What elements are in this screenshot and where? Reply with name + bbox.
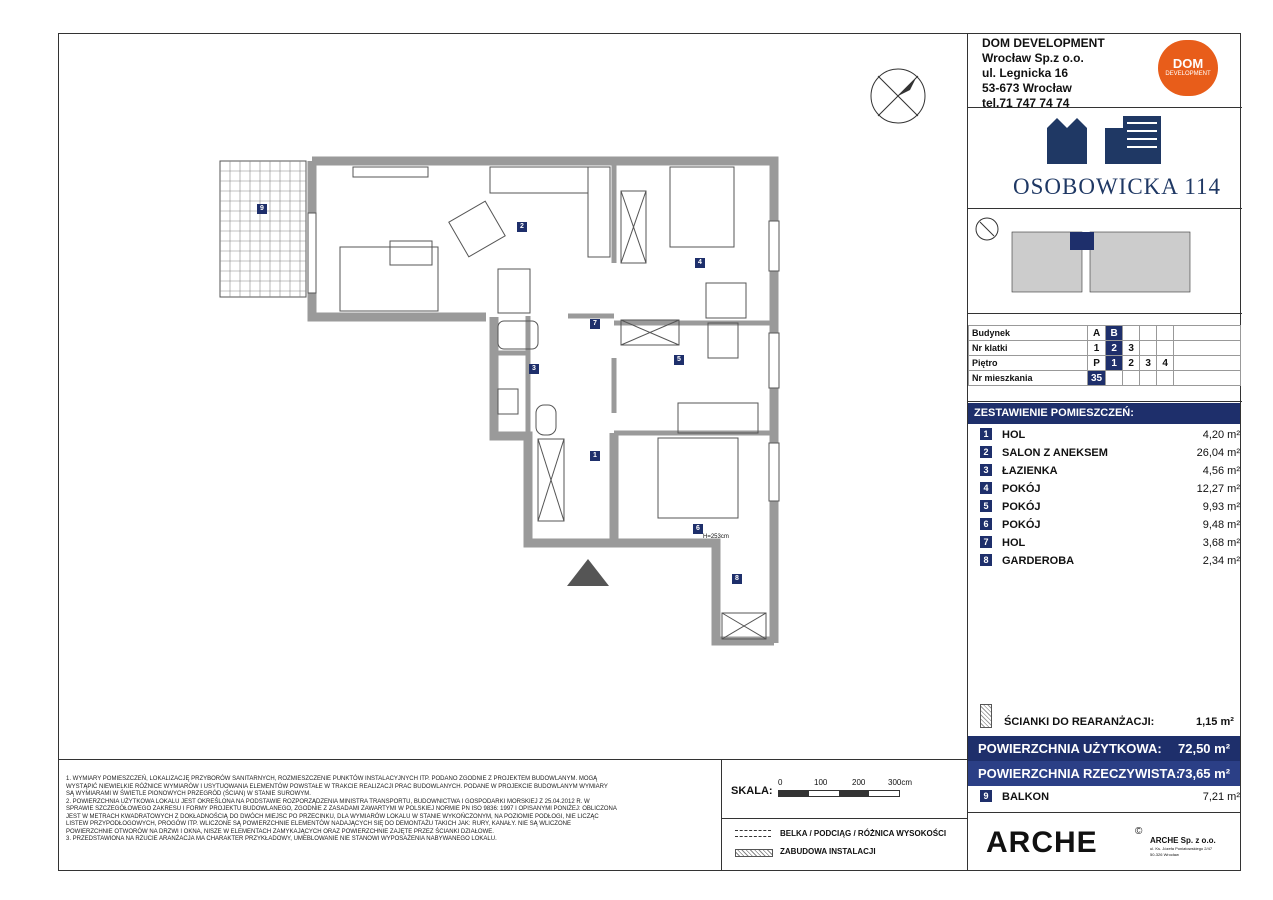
architect-address2: 50-326 Wrocław — [1150, 852, 1179, 857]
installation-legend-icon — [735, 849, 773, 857]
company-street: ul. Legnicka 16 — [982, 66, 1069, 80]
room-row: 6 POKÓJ 9,48 m² — [980, 516, 1240, 534]
notes: 1. WYMIARY POMIESZCZEŃ, LOKALIZACJĘ PRZYBORÓW SANITARNYCH, ROZMIESZCZENIE PUNKTÓW INSTALACYJNYCH ITP. PODANO ZGODNIE Z PROJEKTEM BUDOWLANYM. MOGĄ WYSTĄPIĆ NIEWIELKIE RÓŻNICE WYMIARÓW I USYTUOWANIA ELEMENTÓW POWSTAŁE W TRAKCIE REALIZACJI PRAC BUDOWLANYCH. PODANE W PROJEKCIE BUDOWLANYM WYMIARY SĄ WYMIARAMI W ŚWIETLE PIONOWYCH PRZEGRÓD (ŚCIAN) W STANIE SUROWYM. 2. POWIERZCHNIA UŻYTKOWA LOKALU JEST OKREŚLONA NA PODSTAWIE ROZPORZĄDZENIA MINISTRA TRANSPORTU, BUDOWNICTWA I GOSPODARKI MORSKIEJ Z 25.04.2012 R. W SPRAWIE SZCZEGÓŁOWEGO ZAKRESU I FORMY PROJEKTU BUDOWLANEGO, ZGODNIE Z ZASADAMI ZAWARTYMI W POLSKIEJ NORMIE PN ISO 9836: 1997 I OPISANYMI PONIŻEJ: OBLICZONA JEST W METRACH KWADRATOWYCH Z DOKŁADNOŚCIĄ DO DWÓCH MIEJSC PO PRZECINKU, DLA WYMIARÓW LOKALU W STANIE WYKOŃCZONYM, NA POZIOMIE PODŁOGI, NIE LICZĄC LISTEW PRZYPODŁOGOWYCH, PROGÓW ITP. WLICZONE SĄ POWIERZCHNIE ELEMENTÓW NADAJĄCYCH SIĘ DO DEMONTAŻU TAKICH JAK: RURY, KANAŁY. NIE SĄ WLICZONE POWIERZCHNIE OTWORÓW NA DRZWI I OKNA, NISZE W ELEMENTACH ZAMYKAJĄCYCH ORAZ POWIERZCHNIE ZAJĘTE PRZEZ ŚCIANKI DZIAŁOWE. 3. PRZEDSTAWIONA NA RZUCIE ARANŻACJA MA CHARAKTER PRZYKŁADOWY, UMEBLOWANIE NIE STANOWI WYPOSAŻENIA NABYWANEGO LOKALU. — [66, 776, 617, 842]
rooms-list — [968, 426, 1240, 576]
dom-logo: DOM DEVELOPMENT — [1158, 40, 1218, 96]
rooms-header: ZESTAWIENIE POMIESZCZEŃ: — [968, 403, 1240, 424]
building-title: OSOBOWICKA 114 — [1013, 174, 1222, 199]
plan-label-7: 7 — [590, 319, 600, 329]
plan-label-5: 5 — [674, 355, 684, 365]
apartment-info-table: Budynek A B Nr klatki 1 2 3 Piętro P 1 2 3 4 Nr mieszkania 35 — [968, 325, 1241, 386]
room-row: 5 POKÓJ 9,93 m² — [980, 498, 1240, 516]
architect-address1: ul. Ks. Józefa Poniatowskiego 2/47 — [1150, 846, 1213, 851]
building-logo-icon — [1045, 114, 1165, 166]
north-arrow-icon — [871, 69, 925, 123]
plan-label-8: 8 — [732, 574, 742, 584]
walls — [312, 161, 774, 643]
entrance-icon — [567, 559, 609, 586]
height-note: H=253cm — [703, 534, 729, 540]
plan-label-1: 1 — [590, 451, 600, 461]
partitions-area: 1,15 m² — [1196, 716, 1234, 728]
room-row: 1 HOL 4,20 m² — [980, 426, 1240, 444]
architect-logo: ARCHE — [986, 826, 1098, 859]
plan-label-9: 9 — [257, 204, 267, 214]
partition-hatch-icon — [980, 704, 992, 728]
room-row: 4 POKÓJ 12,27 m² — [980, 480, 1240, 498]
plan-label-2: 2 — [517, 222, 527, 232]
architect-company: ARCHE Sp. z o.o. — [1150, 836, 1216, 845]
scale-label: SKALA: — [731, 785, 773, 797]
usable-area-bar: POWIERZCHNIA UŻYTKOWA: 72,50 m² — [968, 736, 1240, 761]
room-row: 7 HOL 3,68 m² — [980, 534, 1240, 552]
company-info — [982, 36, 1105, 111]
floor-plan — [58, 33, 966, 758]
balcony-area — [220, 161, 306, 297]
company-phone: tel.71 747 74 74 — [982, 96, 1070, 110]
room-row: 2 SALON Z ANEKSEM 26,04 m² — [980, 444, 1240, 462]
copyright-mark: © — [1135, 826, 1143, 837]
room-row: 8 GARDEROBA 2,34 m² — [980, 552, 1240, 570]
plan-label-6: 6 — [693, 524, 703, 534]
actual-area-bar: POWIERZCHNIA RZECZYWISTA: 73,65 m² — [968, 761, 1240, 786]
beam-legend-label: BELKA / PODCIĄG / RÓŻNICA WYSOKOŚCI — [780, 829, 947, 838]
balcony-row: 9 BALKON 7,21 m² — [980, 788, 1240, 806]
room-row: 3 ŁAZIENKA 4,56 m² — [980, 462, 1240, 480]
scale-bar: 0 100 200 300cm — [778, 778, 913, 808]
company-city: 53-673 Wrocław — [982, 81, 1072, 95]
partitions-label: ŚCIANKI DO REARANŻACJI: — [1004, 716, 1155, 728]
installation-legend-label: ZABUDOWA INSTALACJI — [780, 847, 876, 856]
beam-legend-icon — [735, 830, 771, 831]
site-plan-thumbnail — [972, 214, 1196, 298]
plan-label-3: 3 — [529, 364, 539, 374]
plan-label-4: 4 — [695, 258, 705, 268]
company-entity: Wrocław Sp.z o.o. — [982, 51, 1084, 65]
company-name: DOM DEVELOPMENT — [982, 36, 1105, 50]
